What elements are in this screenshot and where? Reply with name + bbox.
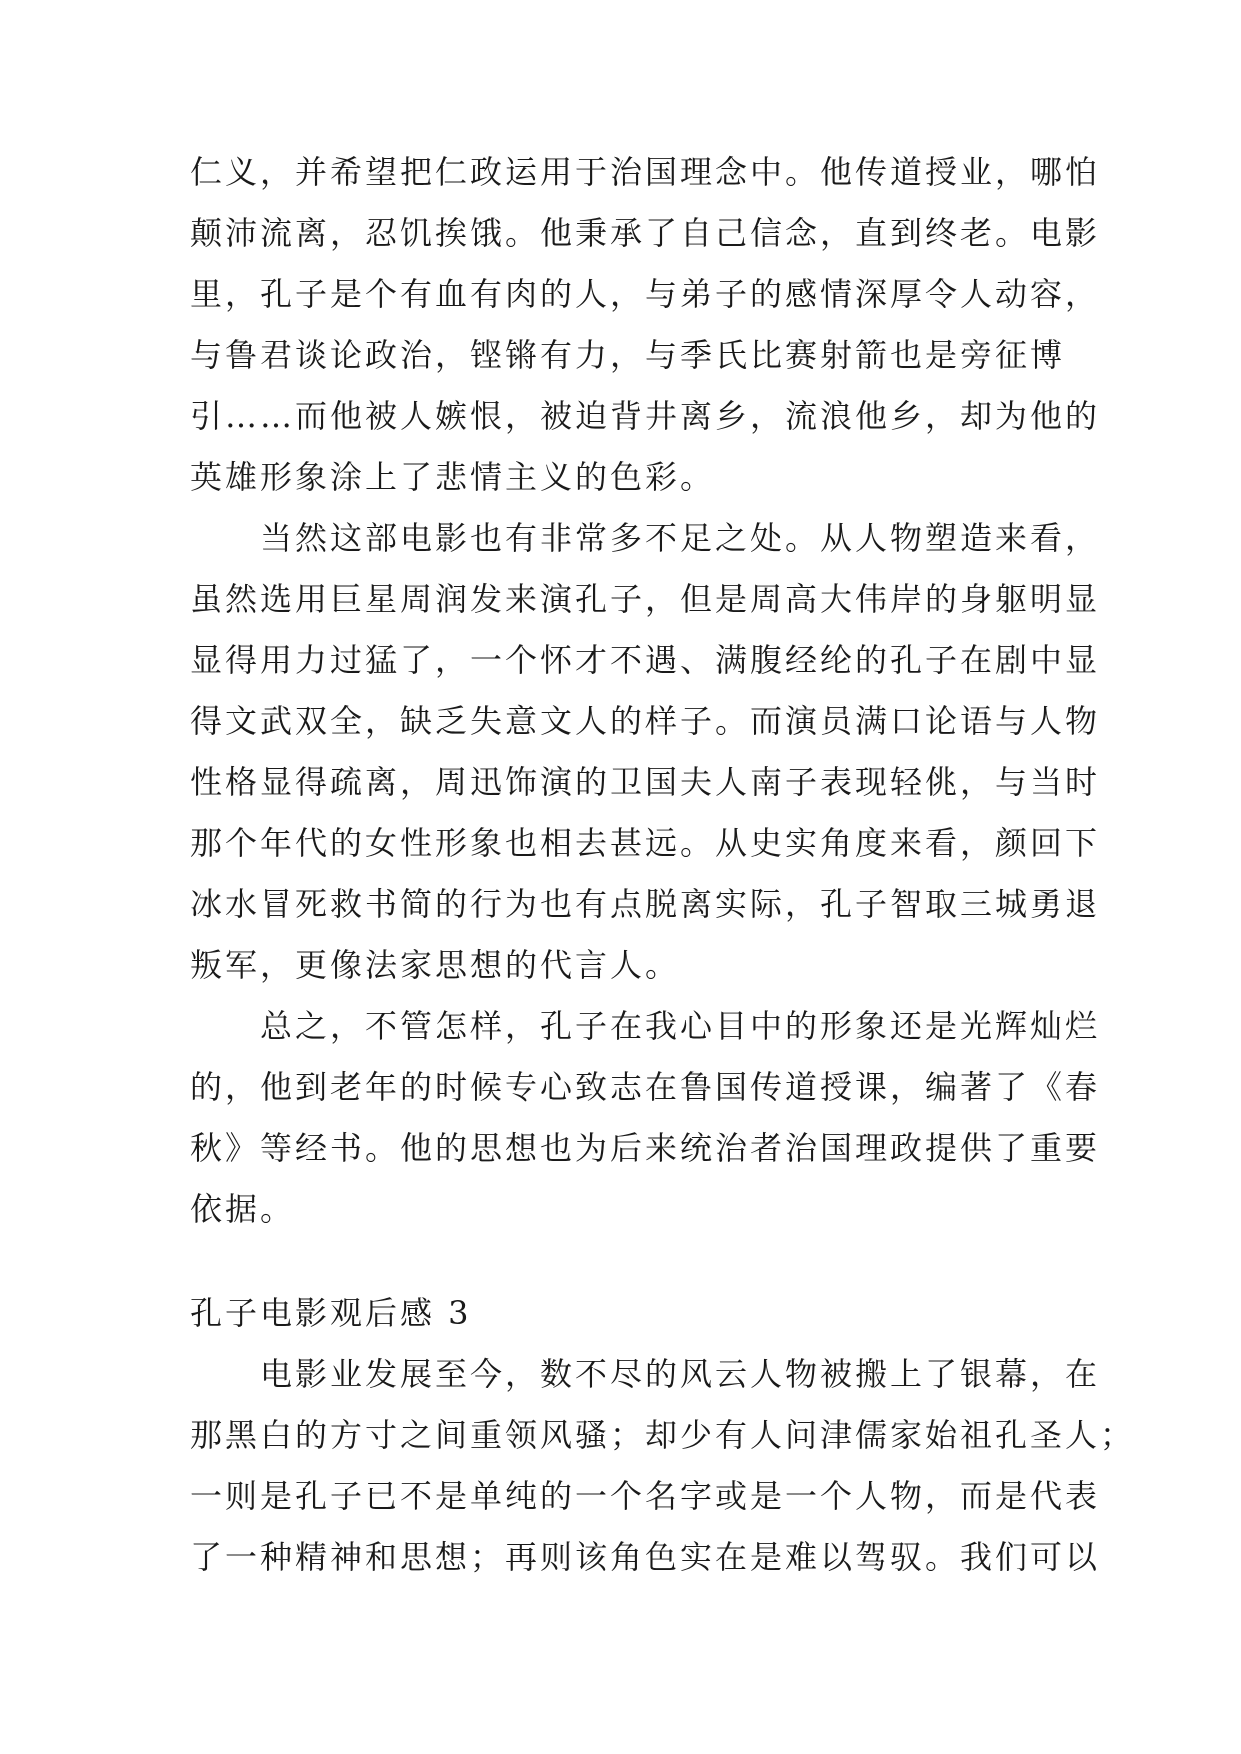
text-line: 电影业发展至今，数不尽的风云人物被搬上了银幕，在 (190, 1355, 1101, 1393)
section-title: 孔子电影观后感 3 (190, 1294, 472, 1332)
text-line: 得文武双全，缺乏失意文人的样子。而演员满口论语与人物 (190, 702, 1101, 740)
section-spacer (190, 1240, 1070, 1277)
text-line: 显得用力过猛了，一个怀才不遇、满腹经纶的孔子在剧中显 (190, 641, 1101, 679)
text-line: 一则是孔子已不是单纯的一个名字或是一个人物，而是代表 (190, 1477, 1101, 1515)
text-line: 仁义，并希望把仁政运用于治国理念中。他传道授业，哪怕 (190, 153, 1101, 191)
text-line: 颠沛流离，忍饥挨饿。他秉承了自己信念，直到终老。电影 (190, 214, 1101, 252)
paragraph-3 (190, 996, 1101, 1240)
text-line: 那个年代的女性形象也相去甚远。从史实角度来看，颜回下 (190, 824, 1101, 862)
text-line: 总之，不管怎样，孔子在我心目中的形象还是光辉灿烂 (190, 1007, 1101, 1045)
text-line: 秋》等经书。他的思想也为后来统治者治国理政提供了重要 (190, 1129, 1101, 1167)
text-line: 里，孔子是个有血有肉的人，与弟子的感情深厚令人动容， (190, 275, 1101, 313)
text-line: 引……而他被人嫉恨，被迫背井离乡，流浪他乡，却为他的 (190, 397, 1101, 435)
text-line: 虽然选用巨星周润发来演孔子，但是周高大伟岸的身躯明显 (190, 580, 1101, 618)
text-line: 与鲁君谈论政治，铿锵有力，与季氏比赛射箭也是旁征博 (190, 336, 1066, 374)
text-line: 叛军，更像法家思想的代言人。 (190, 946, 681, 984)
text-line: 当然这部电影也有非常多不足之处。从人物塑造来看， (190, 519, 1101, 557)
text-line: 依据。 (190, 1190, 296, 1228)
paragraph-2 (190, 508, 1101, 996)
text-line: 的，他到老年的时候专心致志在鲁国传道授课，编著了《春 (190, 1068, 1101, 1106)
text-line: 冰水冒死救书简的行为也有点脱离实际，孔子智取三城勇退 (190, 885, 1101, 923)
text-line: 性格显得疏离，周迅饰演的卫国夫人南子表现轻佻，与当时 (190, 763, 1101, 801)
document-body (190, 142, 1136, 1588)
text-line: 英雄形象涂上了悲情主义的色彩。 (190, 458, 716, 496)
paragraph-1 (190, 142, 1101, 508)
text-line: 了一种精神和思想；再则该角色实在是难以驾驭。我们可以 (190, 1538, 1101, 1576)
text-line: 那黑白的方寸之间重领风骚；却少有人问津儒家始祖孔圣人； (190, 1416, 1136, 1454)
paragraph-4 (190, 1344, 1136, 1588)
